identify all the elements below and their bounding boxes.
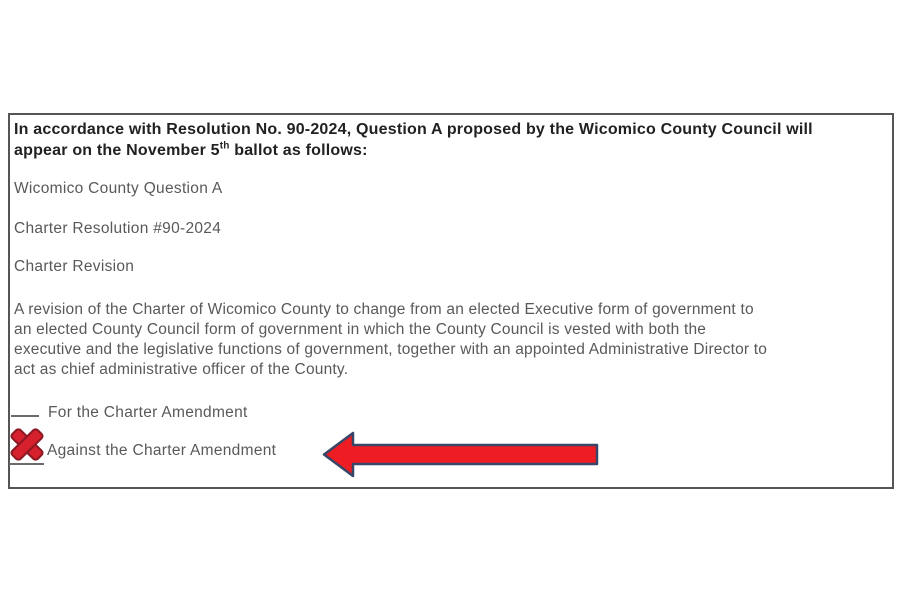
- resolution-number: Charter Resolution #90-2024: [14, 220, 222, 237]
- question-body-text: [14, 300, 767, 380]
- heading-line-2: [14, 140, 884, 161]
- heading-line-2-prefix: appear on the November 5: [14, 142, 220, 159]
- heading-line-2-suffix: ballot as follows:: [229, 142, 368, 159]
- paragraph-line: an elected County Council form of government in which the County Council is vested with both the: [14, 321, 707, 338]
- option-for-label: For the Charter Amendment: [48, 404, 248, 421]
- option-against: [47, 442, 276, 460]
- notice-heading: [14, 119, 884, 161]
- x-mark-icon: [8, 428, 46, 461]
- paragraph-line: act as chief administrative officer of the County.: [14, 361, 349, 378]
- paragraph-line: executive and the legislative functions of government, together with an appointed Administrative Director to: [14, 341, 768, 358]
- notice-box: [8, 113, 894, 489]
- revision-label: Charter Revision: [14, 258, 135, 275]
- option-against-label: Against the Charter Amendment: [47, 442, 277, 459]
- arrow-left-icon: [322, 431, 600, 478]
- question-title: Wicomico County Question A: [14, 180, 223, 197]
- option-for: [11, 404, 248, 422]
- heading-ordinal-superscript: th: [219, 140, 230, 152]
- ballot-blank-for: [11, 404, 39, 417]
- ballot-blank-against: [9, 463, 44, 465]
- paragraph-line: A revision of the Charter of Wicomico County to change from an elected Executive form of government to: [14, 301, 754, 318]
- heading-line-1: In accordance with Resolution No. 90-2024, Question A proposed by the Wicomico County Council will: [14, 121, 813, 138]
